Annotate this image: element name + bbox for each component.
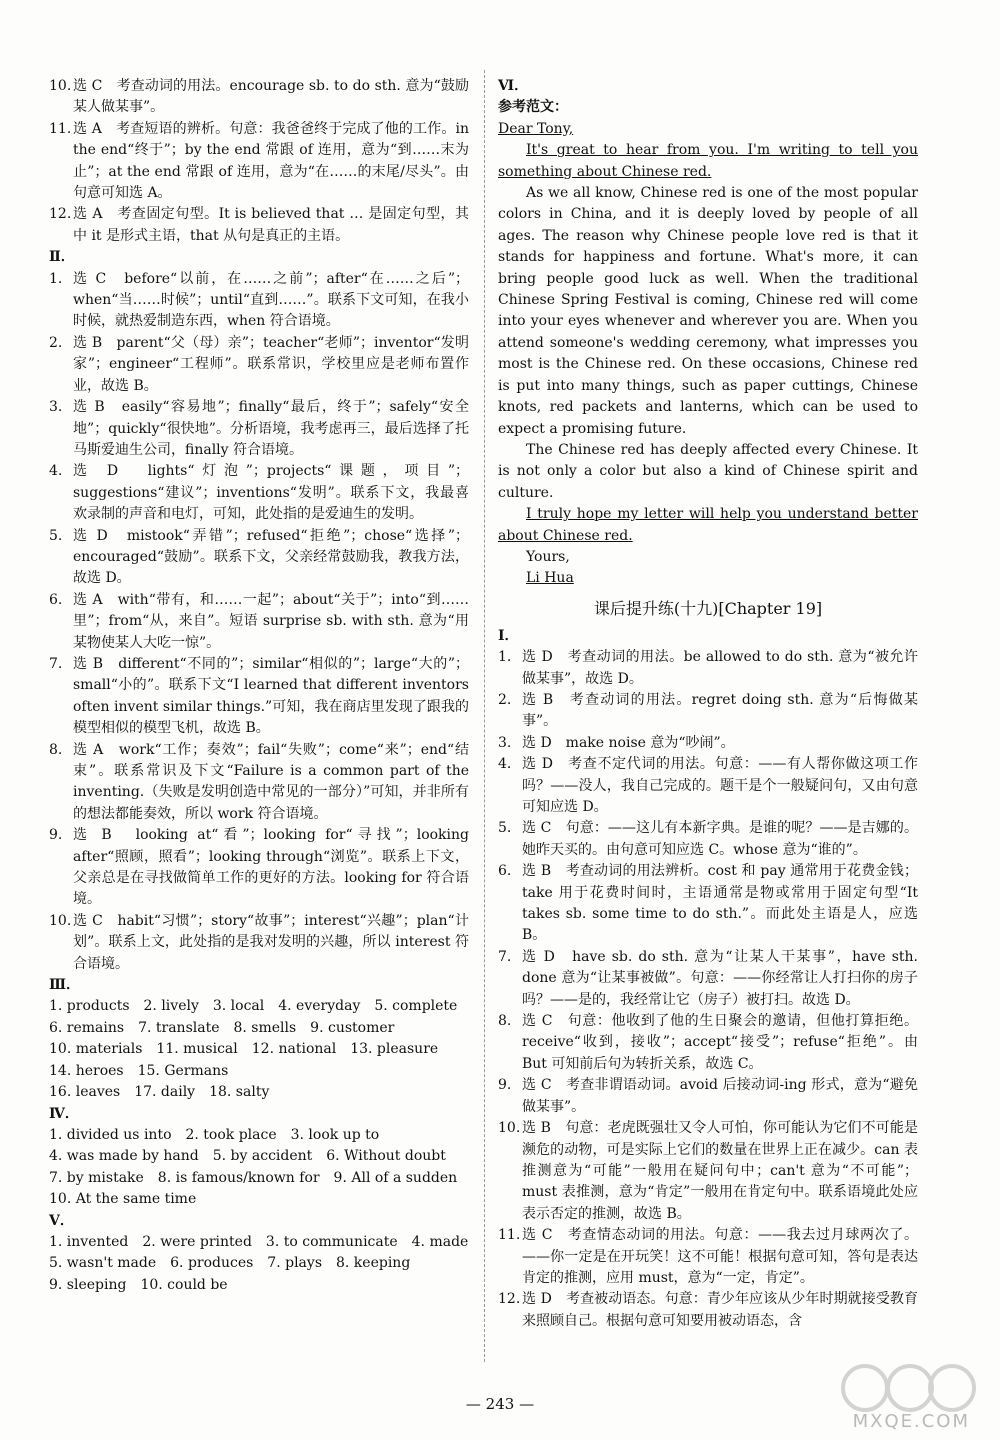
item-number: 6. <box>49 591 63 608</box>
section-2-answers <box>49 269 469 975</box>
section-heading-2: Ⅱ． <box>49 249 75 266</box>
item-number: 3. <box>498 734 512 751</box>
item-number: 1. <box>49 270 63 287</box>
phrase-row: 7. by mistake 8. is famous/known for 9. All of a sudden <box>49 1169 458 1186</box>
section-heading-6: Ⅵ． <box>498 78 529 94</box>
choice-answer-item <box>498 647 918 690</box>
item-number: 1. <box>498 649 512 666</box>
item-text: 选 D have sb. do sth. 意为“让某人干某事”，have sth. done 意为“让某事被做”。句意：——你经常让人打扫你的房子吗？——是的，我经常让它（房子）被打扫。故选 D。 <box>522 948 918 1008</box>
item-number: 11. <box>498 1227 521 1244</box>
answer-item <box>49 204 469 247</box>
section-heading-4: Ⅳ． <box>49 1105 79 1122</box>
cloze-answer-item <box>49 333 469 397</box>
choice-answer-item <box>498 1075 918 1118</box>
item-text: 选 B 考查动词的用法。regret doing sth. 意为“后悔做某事”。 <box>522 691 918 730</box>
item-number: 9. <box>498 1077 512 1094</box>
section-3-answers <box>49 996 469 1103</box>
word-form-row: 14. heroes 15. Germans <box>49 1062 229 1079</box>
item-text: 选 D 考查被动语态。句意：青少年应该从少年时期就接受教育来照顾自己。根据句意可知要用被动语态，含 <box>522 1291 918 1329</box>
cloze-answer-item <box>49 526 469 590</box>
item-number: 2. <box>49 334 63 351</box>
choice-answer-item <box>498 818 918 861</box>
verb-form-row: 5. wasn't made 6. produces 7. plays 8. keeping <box>49 1255 411 1272</box>
item-number: 10. <box>49 912 72 929</box>
choice-answer-item <box>498 861 918 947</box>
item-text: 选 C 考查非谓语动词。avoid 后接动词-ing 形式，意为“避免做某事”。 <box>522 1077 918 1115</box>
choice-answer-item <box>498 733 918 754</box>
item-text: 选 D 考查动词的用法。be allowed to do sth. 意为“被允许做某事”，故选 D。 <box>522 649 918 687</box>
item-number: 10. <box>49 78 72 94</box>
item-text: 选 B different“不同的”；similar“相似的”；large“大的”；small“小的”。联系下文“I learned that different inventors often invent similar things.”可知，我在商店里发现了跟我的模型相似的模型飞机，故选 B。 <box>73 655 469 737</box>
item-text: 选 A with“带有，和……一起”；about“关于”；into“到……里”；from“从，来自”。短语 surprise sb. with sth. 意为“用某物使某人大吃一惊”。 <box>73 591 469 651</box>
letter-paragraph-2: As we all know, Chinese red is one of the most popular colors in China, and it is deeply loved by people of all ages. The reason why Chinese people love red is that it stands for happiness and fortune. What's more, it can bring people good luck as well. When the traditional Chinese Spring Festival is coming, Chinese red will come into your eyes whenever and wherever you are. When you attend someone's wedding ceremony, what impresses you most is the Chinese red. On these occasions, Chinese red is put into many things, such as paper cuttings, Chinese knots, red packets and lanterns, which can be used to expect a promising future. <box>498 185 918 437</box>
item-text: 选 D make noise 意为“吵闹”。 <box>522 734 735 751</box>
item-text: 选 A work“工作；奏效”；fail“失败”；come“来”；end“结束”。联系常识及下文“Failure is a common part of the inventing.（失败是发明创造中常见的一部分）”可知，并非所有的想法都能奏效，所以 work 符合语境。 <box>73 741 469 822</box>
item-number: 12. <box>49 206 72 223</box>
section-title: 课后提升练(十九)[Chapter 19] <box>593 598 823 618</box>
answers-part-1-end <box>49 76 469 247</box>
right-column <box>498 76 918 1332</box>
section-heading-1: Ⅰ． <box>498 627 519 644</box>
cloze-answer-item <box>49 654 469 740</box>
choice-answer-item <box>498 1225 918 1289</box>
cloze-answer-item <box>49 911 469 975</box>
phrase-row: 1. divided us into 2. took place 3. look up to <box>49 1126 380 1143</box>
item-text: 选 C before“以前，在……之前”；after“在……之后”；when“当……时候”；until“直到……”。联系下文可知，在我小时候，就热爱制造东西，when 符合语境。 <box>73 270 469 330</box>
item-text: 选 D mistook“弄错”；refused“拒绝”；chose“选择”；encouraged“鼓励”。联系下文，父亲经常鼓励我，教我方法，故选 D。 <box>73 527 469 587</box>
phrase-row: 10. At the same time <box>49 1191 197 1208</box>
item-number: 11. <box>49 120 72 137</box>
item-text: 选 C 句意：他收到了他的生日聚会的邀请，但他打算拒绝。receive“收到，接收”；accept“接受”；refuse“拒绝”。由 But 可知前后句为转折关系，故选 C。 <box>522 1013 918 1072</box>
choice-answer-item <box>498 690 918 733</box>
item-number: 3. <box>49 399 63 416</box>
item-text: 选 C 考查动词的用法。encourage sb. to do sth. 意为“鼓励某人做某事”。 <box>73 78 469 116</box>
watermark-text: MXQE.COM <box>852 1411 970 1432</box>
cloze-answer-item <box>49 461 469 525</box>
column-divider <box>484 70 485 1362</box>
item-text: 选 C 考查情态动词的用法。句意：——我去过月球两次了。——你一定是在开玩笑！这不可能！根据句意可知，答句是表达肯定的推测，应用 must，意为“一定，肯定”。 <box>522 1227 918 1286</box>
choice-answer-item <box>498 1289 918 1332</box>
verb-form-row: 9. sleeping 10. could be <box>49 1276 228 1293</box>
section-heading-5: Ⅴ． <box>49 1212 74 1229</box>
section-heading-3: Ⅲ． <box>49 977 81 994</box>
item-number: 6. <box>498 863 512 880</box>
choice-answer-item <box>498 947 918 1011</box>
item-number: 7. <box>498 948 512 965</box>
item-text: 选 C 句意：——这儿有本新字典。是谁的呢？——是吉娜的。她昨天买的。由句意可知应选 C。whose 意为“谁的”。 <box>522 820 918 858</box>
cloze-answer-item <box>49 825 469 911</box>
item-text: 选 B looking at“看”；looking for“寻找”；looking after“照顾，照看”；looking through“浏览”。联系上下文，父亲总是在寻找做简单工作的更好的方法。looking for 符合语境。 <box>73 827 469 908</box>
item-number: 4. <box>498 756 512 773</box>
item-number: 4. <box>49 463 63 480</box>
choice-answer-item <box>498 1118 918 1225</box>
item-number: 7. <box>49 655 63 672</box>
left-column <box>49 76 469 1296</box>
letter-paragraph-3: The Chinese red has deeply affected every Chinese. It is not only a color but also a kind of Chinese spirit and culture. <box>498 441 918 501</box>
item-text: 选 B parent“父（母）亲”；teacher“老师”；inventor“发明家”；engineer“工程师”。联系常识，学校里应是老师布置作业，故选 B。 <box>73 334 469 394</box>
word-form-row: 10. materials 11. musical 12. national 13. pleasure <box>49 1041 439 1058</box>
cloze-answer-item <box>49 590 469 654</box>
item-number: 9. <box>49 827 63 844</box>
item-text: 选 B 句意：老虎既强壮又令人可怕，你可能认为它们不可能是濒危的动物，可是实际上它们的数量在世界上正在减少。can 表推测意为“可能”一般用在疑问句中；can't 意为“不可能”；must 表推测，意为“肯定”一般用在肯定句中。联系语境此处应表示否定的推测，故选 B。 <box>522 1120 918 1222</box>
cloze-answer-item <box>49 269 469 333</box>
letter-paragraph-1: It's great to hear from you. I'm writing to tell you something about Chinese red. <box>498 142 918 180</box>
item-number: 5. <box>49 527 63 544</box>
item-number: 2. <box>498 691 512 708</box>
cloze-answer-item <box>49 740 469 826</box>
item-text: 选 B 考查动词的用法辨析。cost 和 pay 通常用于花费金钱；take 用于花费时间时，主语通常是物或常用于固定句型“It takes sb. some time to do sth.”。而此处主语是人，应选 B。 <box>522 863 918 944</box>
word-form-row: 1. products 2. lively 3. local 4. everyday 5. complete <box>49 998 458 1015</box>
model-letter <box>498 119 918 590</box>
letter-closing: Yours, <box>526 548 570 565</box>
answer-item <box>49 119 469 205</box>
item-number: 10. <box>498 1120 521 1137</box>
choice-answer-item <box>498 1011 918 1075</box>
model-essay-label: 参考范文： <box>498 99 568 116</box>
item-text: 选 D lights“灯泡”；projects“课题，项目”；suggestions“建议”；inventions“发明”。联系下文，我最喜欢录制的声音和电灯，可知，此处指的是爱迪生的发明。 <box>73 463 469 523</box>
word-form-row: 16. leaves 17. daily 18. salty <box>49 1084 270 1101</box>
letter-paragraph-4: I truly hope my letter will help you understand better about Chinese red. <box>498 506 918 544</box>
item-text: 选 D 考查不定代词的用法。句意：——有人帮你做这项工作吗？——没人，我自己完成的。题干是个一般疑问句，又由句意可知应选 D。 <box>522 756 918 815</box>
choice-answer-item <box>498 754 918 818</box>
answer-item <box>49 76 469 119</box>
verb-form-row: 1. invented 2. were printed 3. to communicate 4. made <box>49 1233 469 1250</box>
word-form-row: 6. remains 7. translate 8. smells 9. customer <box>49 1019 395 1036</box>
section-5-answers <box>49 1232 469 1296</box>
item-text: 选 B easily“容易地”；finally“最后，终于”；safely“安全地”；quickly“很快地”。分析语境，我考虑再三，最后选择了托马斯爱迪生公司，finally 符合语境。 <box>73 399 469 458</box>
phrase-row: 4. was made by hand 5. by accident 6. Without doubt <box>49 1148 446 1165</box>
chapter-19-answers <box>498 647 918 1332</box>
letter-signature: Li Hua <box>526 570 574 587</box>
cloze-answer-item <box>49 397 469 461</box>
item-number: 5. <box>498 820 512 837</box>
item-number: 8. <box>498 1013 512 1030</box>
item-text: 选 A 考查固定句型。It is believed that … 是固定句型，其中 it 是形式主语，that 从句是真正的主语。 <box>73 206 469 244</box>
item-text: 选 A 考查短语的辨析。句意：我爸爸终于完成了他的工作。in the end“终于”；by the end 常跟 of 连用，意为“到……末为止”；at the end 常跟 of 连用，意为“在……的末尾/尽头”。由句意可知选 A。 <box>73 120 469 202</box>
item-number: 12. <box>498 1291 521 1308</box>
letter-salutation: Dear Tony, <box>498 120 574 137</box>
item-text: 选 C habit“习惯”；story“故事”；interest“兴趣”；plan“计划”。联系上文，此处指的是我对发明的兴趣，所以 interest 符合语境。 <box>73 912 469 972</box>
section-4-answers <box>49 1125 469 1211</box>
page-number: — 243 — <box>465 1395 535 1413</box>
item-number: 8. <box>49 741 63 758</box>
